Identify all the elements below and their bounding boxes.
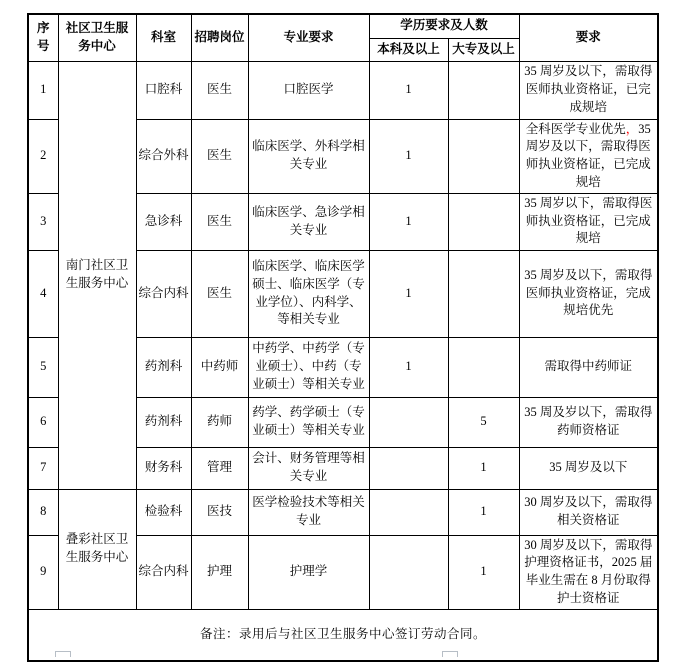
cell-seq: 3 [28,193,58,250]
req-text: 35 周岁及以下，需取得医师执业资格证，已完成规培 [525,121,651,189]
cell-major: 医学检验技术等相关专业 [248,489,369,535]
cell-requirement [519,119,658,193]
cell-major: 临床医学、临床医学硕士、临床医学（专业学位）、内科学、等相关专业 [248,250,369,337]
cell-requirement: 35 周及岁以下，需取得药师资格证 [519,397,658,447]
cell-dept: 综合内科 [136,535,191,609]
note-row [28,609,658,661]
cell-center-diecai: 叠彩社区卫生服务中心 [58,489,136,609]
cell-requirement: 35 周岁以下，需取得医师执业资格证，已完成规培 [519,193,658,250]
cell-dept: 检验科 [136,489,191,535]
header-edu-group: 学历要求及人数 [369,14,519,38]
cell-requirement: 35 周岁及以下，需取得医师执业资格证，完成规培优先 [519,250,658,337]
cell-position: 药师 [191,397,248,447]
cell-seq: 9 [28,535,58,609]
cell-college [448,61,519,119]
cell-dept: 财务科 [136,447,191,489]
cell-major: 药学、药学硕士（专业硕士）等相关专业 [248,397,369,447]
header-dept: 科室 [136,14,191,61]
table-row [28,489,658,535]
table-note: 备注：录用后与社区卫生服务中心签订劳动合同。 [28,609,658,661]
cell-position: 医生 [191,250,248,337]
recruitment-table [27,13,659,662]
cell-seq: 6 [28,397,58,447]
cell-position: 医生 [191,61,248,119]
cell-seq: 7 [28,447,58,489]
cell-position: 医生 [191,193,248,250]
cell-college: 1 [448,489,519,535]
header-center: 社区卫生服务中心 [58,14,136,61]
page-artifact-left [55,651,71,657]
cell-major: 会计、财务管理等相关专业 [248,447,369,489]
cell-bachelor: 1 [369,337,448,397]
cell-dept: 急诊科 [136,193,191,250]
cell-college: 1 [448,535,519,609]
cell-requirement: 30 周岁及以下，需取得护理资格证书，2025 届毕业生需在 8 月份取得护士资格证 [519,535,658,609]
cell-bachelor: 1 [369,119,448,193]
cell-major: 临床医学、急诊学相关专业 [248,193,369,250]
cell-seq: 5 [28,337,58,397]
cell-dept: 口腔科 [136,61,191,119]
header-edu-college: 大专及以上 [448,38,519,61]
header-edu-bachelor: 本科及以上 [369,38,448,61]
cell-college [448,119,519,193]
cell-requirement: 30 周岁及以下，需取得相关资格证 [519,489,658,535]
cell-position: 医技 [191,489,248,535]
cell-dept: 综合内科 [136,250,191,337]
cell-college: 1 [448,447,519,489]
req-text: 全科医学专业优先 [525,121,626,136]
cell-college [448,250,519,337]
cell-college [448,337,519,397]
cell-bachelor: 1 [369,61,448,119]
table-row [28,61,658,119]
red-comma: ， [625,121,639,136]
header-position: 招聘岗位 [191,14,248,61]
cell-college [448,193,519,250]
cell-bachelor: 1 [369,193,448,250]
cell-requirement: 35 周岁及以下 [519,447,658,489]
cell-position: 医生 [191,119,248,193]
cell-requirement: 需取得中药师证 [519,337,658,397]
cell-bachelor: 1 [369,250,448,337]
cell-position: 中药师 [191,337,248,397]
cell-major: 口腔医学 [248,61,369,119]
header-seq: 序号 [28,14,58,61]
cell-major: 临床医学、外科学相关专业 [248,119,369,193]
cell-major: 护理学 [248,535,369,609]
cell-position: 护理 [191,535,248,609]
header-req: 要求 [519,14,658,61]
header-major: 专业要求 [248,14,369,61]
page-artifact-right [442,651,458,657]
cell-requirement: 35 周岁及以下，需取得医师执业资格证，已完成规培 [519,61,658,119]
cell-college: 5 [448,397,519,447]
cell-seq: 2 [28,119,58,193]
cell-dept: 药剂科 [136,337,191,397]
cell-position: 管理 [191,447,248,489]
cell-seq: 1 [28,61,58,119]
cell-seq: 8 [28,489,58,535]
cell-dept: 药剂科 [136,397,191,447]
cell-bachelor [369,535,448,609]
cell-seq: 4 [28,250,58,337]
cell-center-nanmen: 南门社区卫生服务中心 [58,61,136,489]
cell-bachelor [369,447,448,489]
cell-dept: 综合外科 [136,119,191,193]
cell-bachelor [369,489,448,535]
cell-major: 中药学、中药学（专业硕士）、中药（专业硕士）等相关专业 [248,337,369,397]
cell-bachelor [369,397,448,447]
header-row-1 [28,14,658,38]
